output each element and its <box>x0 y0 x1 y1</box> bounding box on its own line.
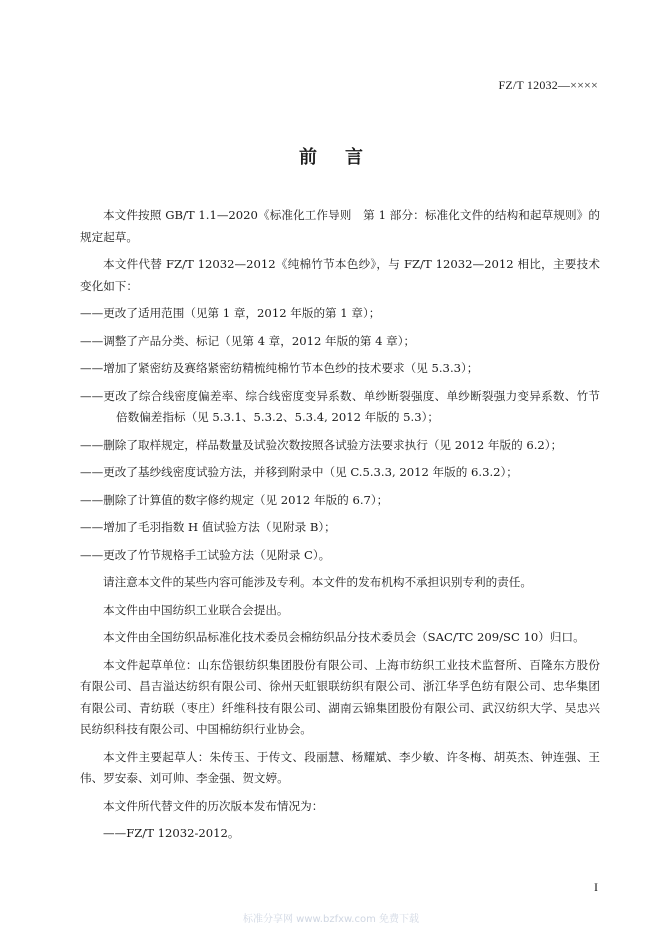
page-title: 前言 <box>299 147 391 168</box>
change-item: ——更改了适用范围（见第 1 章，2012 年版的第 1 章）； <box>80 306 381 320</box>
change-item: ——删除了计算值的数字修约规定（见 2012 年版的 6.7）； <box>80 492 389 507</box>
change-item: ——更改了基纱线密度试验方法，并移到附录中（见 C.5.3.3, 2012 年版的 6.3.2）； <box>80 465 518 479</box>
standard-code: FZ/T 12032—×××× <box>498 78 598 92</box>
paragraph: 本文件代替 FZ/T 12032—2012《纯棉竹节本色纱》，与 FZ/T 12032—2012 相比，主要技术变化如下： <box>80 257 600 293</box>
change-item: ——更改了竹节规格手工试验方法（见附录 C）。 <box>80 547 331 562</box>
change-item: ——更改了综合线密度偏差率、综合线密度变异系数、单纱断裂强度、单纱断裂强力变异系数、竹节倍数偏差指标（见 5.3.1、5.3.2、5.3.4, 2012 年版的 5.3）； <box>80 388 600 424</box>
paragraph: 本文件所代替文件的历次版本发布情况为： <box>103 798 324 813</box>
page-number: I <box>594 880 598 894</box>
paragraph: 本文件起草单位：山东岱银纺织集团股份有限公司、上海市纺织工业技术监督所、百隆东方股份有限公司、昌吉溢达纺织有限公司、徐州天虹银联纺织有限公司、浙江华孚色纺有限公司、忠华集团有限公司、青纺联（枣庄）纤维科技有限公司、湖南云锦集团股份有限公司、武汉纺织大学、吴忠兴民纺织科技有限公司、中国棉纺织行业协会。 <box>80 657 600 736</box>
paragraph: 本文件由全国纺织品标准化技术委员会棉纺织品分技术委员会（SAC/TC 209/SC 10）归口。 <box>103 630 585 644</box>
paragraph: 本文件由中国纺织工业联合会提出。 <box>103 602 289 617</box>
document-body <box>80 205 600 851</box>
change-item: ——调整了产品分类、标记（见第 4 章，2012 年版的第 4 章）； <box>80 333 416 348</box>
paragraph: 本文件主要起草人：朱传玉、于传文、段丽慧、杨耀斌、李少敏、许冬梅、胡英杰、钟连强、王伟、罗安泰、刘可帅、李金强、贺文婷。 <box>80 749 600 785</box>
history-item: ——FZ/T 12032-2012。 <box>103 826 240 840</box>
paragraph: 请注意本文件的某些内容可能涉及专利。本文件的发布机构不承担识别专利的责任。 <box>103 575 532 589</box>
change-item: ——删除了取样规定，样品数量及试验次数按照各试验方法要求执行（见 2012 年版的 6.2）； <box>80 437 563 452</box>
change-item: ——增加了紧密纺及赛络紧密纺精梳纯棉竹节本色纱的技术要求（见 5.3.3）； <box>80 361 479 375</box>
watermark: 标准分享网 www.bzfxw.com 免费下载 <box>243 914 419 925</box>
paragraph: 本文件按照 GB/T 1.1—2020《标准化工作导则 第 1 部分：标准化文件的结构和起草规则》的规定起草。 <box>80 208 600 244</box>
change-item: ——增加了毛羽指数 H 值试验方法（见附录 B）； <box>80 520 336 534</box>
